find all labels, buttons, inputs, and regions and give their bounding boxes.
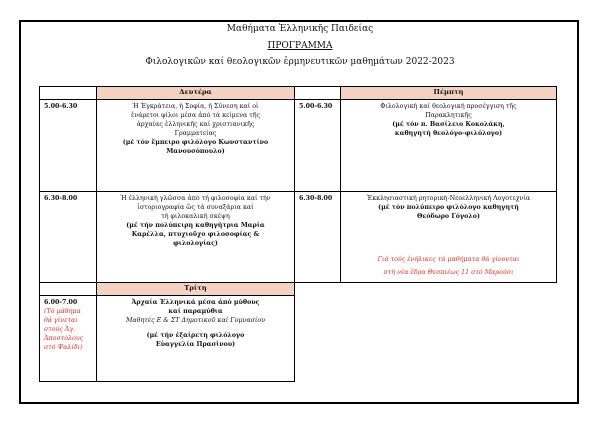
thursday-table <box>294 86 557 283</box>
program-heading: ΠΡΟΓΡΑΜΜΑ <box>267 41 333 51</box>
monday-tuesday-table <box>39 86 295 382</box>
monday-slot2-course: Ἡ ἑλληνική γλῶσσα ἀπό τή φιλοσοφία καί τήν ἱστοριογραφία ὥς τά συναξάρια καί τή φιλοκαλική σκέψη (μέ τήν πολύπειρη καθηγήτρια Μαρία Καρέλλα, πτυχιοῦχο φιλοσοφίας & φιλολογίας) <box>97 191 295 282</box>
program-subtitle: Φιλολογικῶν καί θεολογικῶν ἑρμηνευτικῶν μαθημάτων 2022-2023 <box>145 57 455 67</box>
thursday-header: Πέμπτη <box>341 87 557 100</box>
monday-slot1-course: Ἡ Ἐγκράτεια, ἡ Σοφία, ἡ Σύνεση καί οἱ ἐνάρετοι φίλοι μέσα ἀπό τά κείμενα τῆς ἀρχαίας ἑλληνικῆς καί χριστιανικῆς Γραμματείας (μέ τόν ἔμπειρο φιλόλογο Κωνσταντίνο Μανουσόπουλο) <box>97 99 295 191</box>
org-title: Μαθήματα Ἑλληνικῆς Παιδείας <box>226 24 374 34</box>
thursday-slot2-course: Ἐκκλησιαστική ρητορική-Νεοελληνική Λογοτεχνία (μέ τόν πολύπειρο φιλόλογο καθηγητή Θεόδωρο Γόγολο) Γιά τούς ἐνήλικες τά μαθήματα θά γίνονται στή νέα ἕδρα Θεσπιέως 11 στό Μαρούσι <box>341 191 557 282</box>
thursday-slot2-time: 6.30-8.00 <box>295 191 341 282</box>
tuesday-course: Ἀρχαία Ἑλληνικά μέσα ἀπό μύθους καί παραμύθια Μαθητές Ε & ΣΤ Δημοτικοῦ καί Γυμνασίου (μέ τήν ἐξαίρετη φιλόλογο Εὐαγγελία Πρασίνου) <box>97 295 295 381</box>
table-row <box>40 99 295 191</box>
monday-header: Δευτέρα <box>97 87 295 100</box>
table-row <box>40 191 295 282</box>
monday-slot1-time: 5.00-6.30 <box>40 99 97 191</box>
table-row <box>295 99 557 191</box>
table-row <box>40 295 295 381</box>
monday-slot2-time: 6.30-8.00 <box>40 191 97 282</box>
adult-location-notice: Γιά τούς ἐνήλικες τά μαθήματα θά γίνονται <box>377 256 520 264</box>
thursday-slot1-time: 5.00-6.30 <box>295 99 341 191</box>
table-row <box>295 191 557 282</box>
thursday-slot1-course: Φιλολογική καί θεολογική προσέγγιση τῆς Παρακλητικῆς (μέ τόν π. Βασίλειο Κοκολάκη, καθηγητή θεολόγο-φιλόλογο) <box>341 99 557 191</box>
tuesday-header: Τρίτη <box>97 282 295 295</box>
tuesday-time-cell: 6.00-7.00 (Τό μάθημα θά γίνεται στούς Ἁγ. Ἀποστόλους στό Ψαλίδι) <box>40 295 97 381</box>
tuesday-time: 6.00-7.00 <box>44 298 78 306</box>
